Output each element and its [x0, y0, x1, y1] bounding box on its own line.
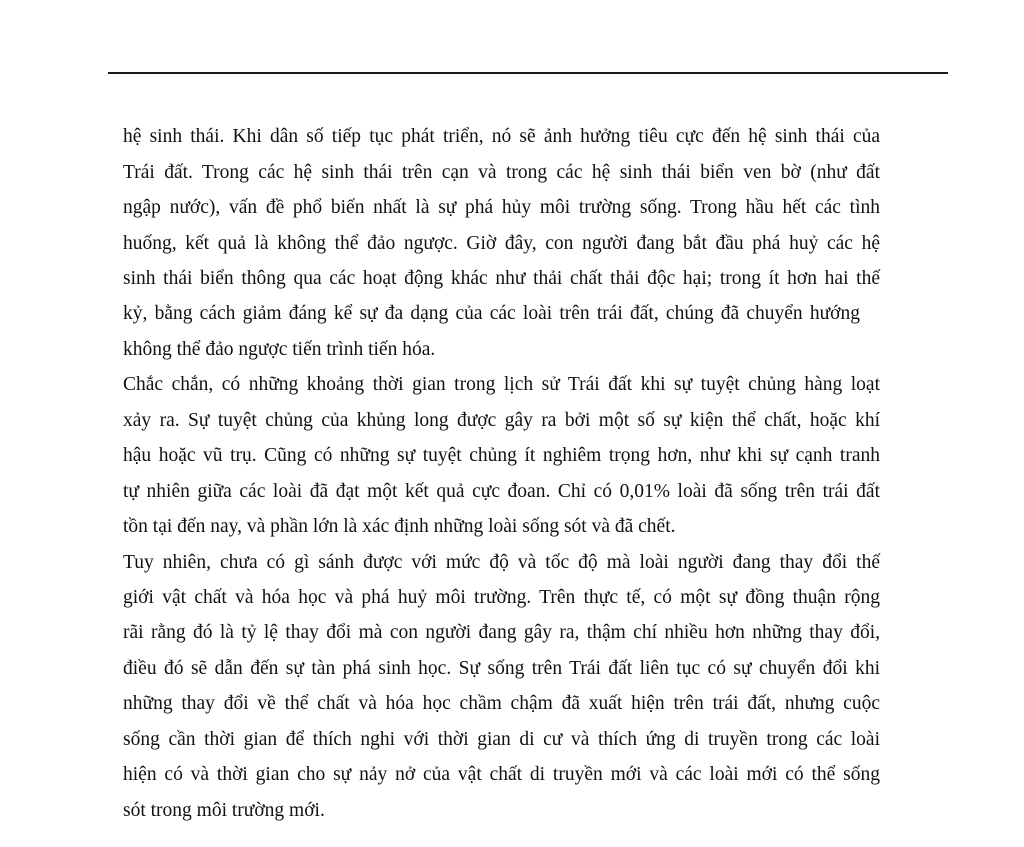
text-line: những thay đổi về thể chất và hóa học chầm chậm đã xuất hiện trên trái đất, nhưng cuộc [123, 693, 880, 714]
text-line: xảy ra. Sự tuyệt chủng của khủng long được gây ra bởi một số sự kiện thể chất, hoặc khí [123, 410, 880, 431]
text-line: hậu hoặc vũ trụ. Cũng có những sự tuyệt chủng ít nghiêm trọng hơn, như khi sự cạnh tranh [123, 445, 880, 466]
text-line: Tuy nhiên, chưa có gì sánh được với mức độ và tốc độ mà loài người đang thay đổi thế [123, 552, 880, 573]
text-line: kỷ, bằng cách giảm đáng kể sự đa dạng của các loài trên trái đất, chúng đã chuyển hướng [123, 303, 860, 324]
text-line: sinh thái biển thông qua các hoạt động khác như thải chất thải độc hại; trong ít hơn hai thế [123, 268, 880, 289]
text-line: sống cần thời gian để thích nghi với thời gian di cư và thích ứng di truyền trong các loài [123, 729, 880, 750]
text-line: rãi rằng đó là tỷ lệ thay đổi mà con người đang gây ra, thậm chí nhiều hơn những thay đổi, [123, 622, 880, 643]
header-rule [108, 72, 948, 74]
text-line: sót trong môi trường mới. [123, 800, 325, 821]
text-line: điều đó sẽ dẫn đến sự tàn phá sinh học. Sự sống trên Trái đất liên tục có sự chuyển đổi khi [123, 658, 880, 679]
text-line: hệ sinh thái. Khi dân số tiếp tục phát triển, nó sẽ ảnh hưởng tiêu cực đến hệ sinh thái của [123, 126, 880, 147]
text-line: huống, kết quả là không thể đảo ngược. Giờ đây, con người đang bắt đầu phá huỷ các hệ [123, 233, 880, 254]
text-line: Trái đất. Trong các hệ sinh thái trên cạn và trong các hệ sinh thái biển ven bờ (như đất [123, 162, 880, 183]
text-line: hiện có và thời gian cho sự nảy nở của vật chất di truyền mới và các loài mới có thể sống [123, 764, 880, 785]
text-line: tự nhiên giữa các loài đã đạt một kết quả cực đoan. Chỉ có 0,01% loài đã sống trên trái đất [123, 481, 880, 502]
text-line: không thể đảo ngược tiến trình tiến hóa. [123, 339, 436, 360]
text-line: Chắc chắn, có những khoảng thời gian trong lịch sử Trái đất khi sự tuyệt chủng hàng loạt [123, 374, 880, 395]
text-line: giới vật chất và hóa học và phá huỷ môi trường. Trên thực tế, có một sự đồng thuận rộng [123, 587, 880, 608]
text-line: tồn tại đến nay, và phần lớn là xác định những loài sống sót và đã chết. [123, 516, 676, 537]
text-line: ngập nước), vấn đề phổ biến nhất là sự phá hủy môi trường sống. Trong hầu hết các tình [123, 197, 880, 218]
